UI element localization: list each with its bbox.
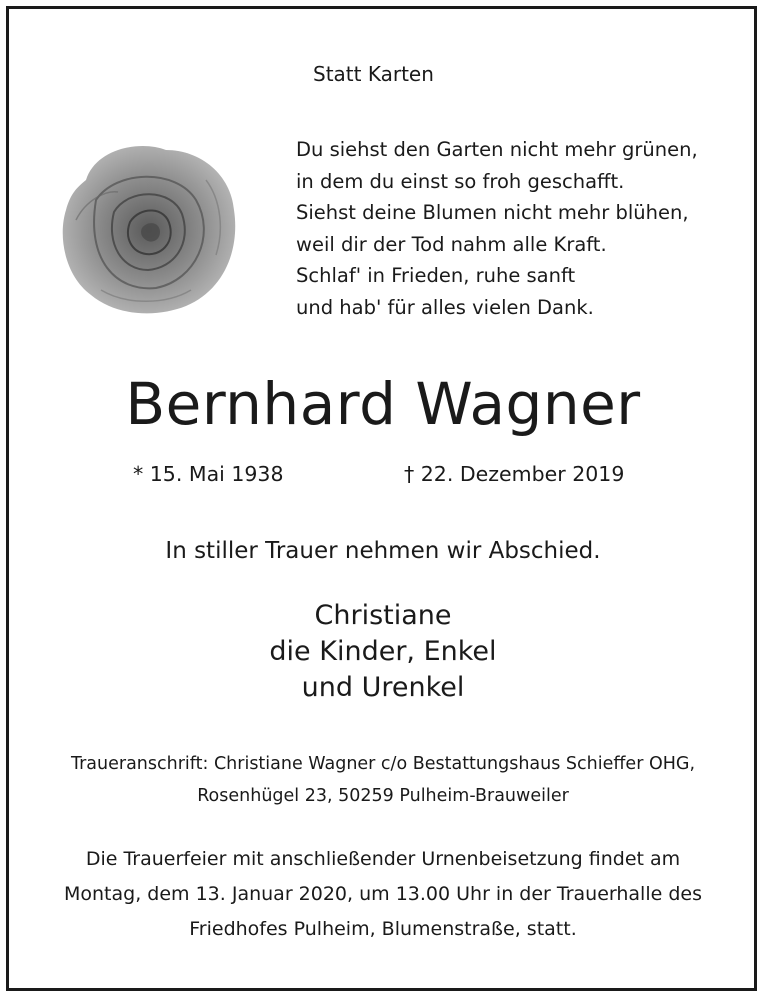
farewell-text: In stiller Trauer nehmen wir Abschied. [165,538,601,564]
mourner-line: und Urenkel [301,672,465,703]
address-line: Traueranschrift: Christiane Wagner c/o Bestattungshaus Schieffer OHG, [70,754,696,774]
ceremony-line: Friedhofes Pulheim, Blumenstraße, statt. [189,918,577,940]
poem-line: Du siehst den Garten nicht mehr grünen, [296,138,698,161]
birth-date: * 15. Mai 1938 [133,462,284,486]
poem-line: in dem du einst so froh geschafft. [296,169,625,193]
ceremony-line: Die Trauerfeier mit anschließender Urnenbeisetzung findet am [85,848,681,870]
poem-line: Schlaf' in Frieden, ruhe sanft [296,264,576,287]
mourners [0,598,766,706]
address-line: Rosenhügel 23, 50259 Pulheim-Brauweiler [197,786,569,806]
deceased-name: Bernhard Wagner [125,370,641,438]
poem-line: Siehst deine Blumen nicht mehr blühen, [296,201,689,224]
poem-line: weil dir der Tod nahm alle Kraft. [296,232,607,256]
mourning-address [0,748,766,812]
poem-line: und hab' für alles vielen Dank. [296,295,594,319]
death-date: † 22. Dezember 2019 [404,462,625,486]
ceremony-info [0,842,766,947]
ceremony-line: Montag, dem 13. Januar 2020, um 13.00 Uhr in der Trauerhalle des [64,883,702,905]
mourner-line: die Kinder, Enkel [269,636,497,667]
mourner-line: Christiane [314,600,452,631]
statt-karten-label: Statt Karten [313,62,434,86]
poem [296,134,698,323]
rose-image [56,140,240,316]
